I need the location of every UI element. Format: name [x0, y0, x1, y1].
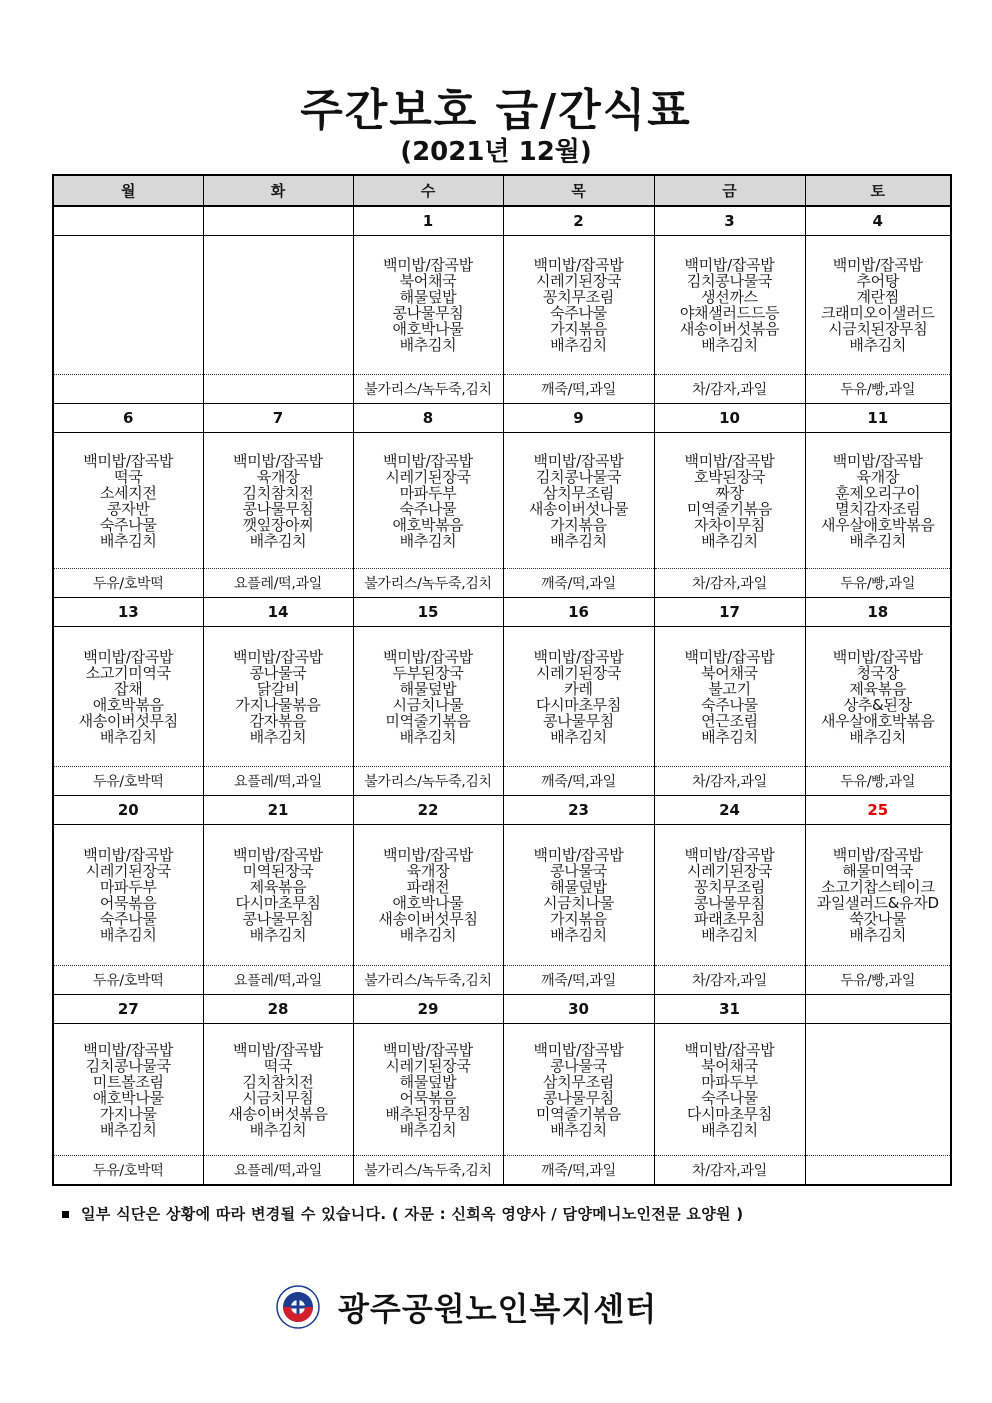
weekday-header: 목 [503, 175, 654, 206]
snack-cell: 깨죽/떡,과일 [503, 966, 654, 995]
snack-cell: 차/감자,과일 [654, 767, 805, 796]
meal-item: 배추김치 [701, 727, 758, 746]
meal-item: 백미밥/잡곡밥 [684, 451, 775, 470]
meal-cell [203, 825, 353, 966]
meal-item: 해물미역국 [842, 862, 914, 880]
snack-cell: 불가리스/녹두죽,김치 [353, 569, 503, 598]
meal-item: 배추김치 [550, 336, 607, 354]
meal-item: 백미밥/잡곡밥 [83, 647, 174, 666]
meal-item: 북어채국 [701, 1056, 758, 1075]
meal-item: 시레기된장국 [385, 467, 471, 486]
meal-item: 배추김치 [399, 727, 457, 746]
meal-item: 배추김치 [399, 336, 457, 354]
notice [62, 1203, 743, 1224]
date-cell: 1 [353, 206, 503, 236]
meal-item: 콩나물무침 [694, 894, 765, 912]
snack-cell: 차/감자,과일 [654, 375, 805, 404]
meal-cell [353, 1024, 503, 1156]
date-cell: 18 [805, 598, 951, 627]
weeks-body [53, 206, 951, 1185]
meal-item: 가지나물 [99, 1104, 157, 1123]
meal-item: 새송이버섯무침 [378, 910, 478, 928]
date-cell [53, 206, 203, 236]
meal-row [53, 627, 951, 767]
meal-item: 시금치무침 [242, 1088, 314, 1107]
meal-item: 가지볶음 [550, 320, 607, 338]
meal-item: 시금치된장무침 [828, 320, 928, 338]
date-cell [805, 995, 951, 1024]
snack-row [53, 1156, 951, 1186]
meal-item: 새송이버섯볶음 [228, 1104, 328, 1123]
date-cell: 7 [203, 404, 353, 433]
snack-cell: 두유/빵,과일 [805, 375, 951, 404]
meal-item: 어묵볶음 [399, 1088, 457, 1107]
meal-item: 삼치무조림 [543, 1072, 614, 1091]
meal-item: 백미밥/잡곡밥 [533, 256, 624, 274]
meal-item: 김치콩나물국 [535, 467, 622, 486]
meal-item: 백미밥/잡곡밥 [383, 846, 473, 864]
meal-cell [353, 627, 503, 767]
meal-item: 백미밥/잡곡밥 [383, 647, 473, 666]
date-cell: 13 [53, 598, 203, 627]
meal-item: 짜장 [715, 483, 744, 502]
snack-cell: 깨죽/떡,과일 [503, 767, 654, 796]
date-row [53, 995, 951, 1024]
snack-cell: 요플레/떡,과일 [203, 1156, 353, 1186]
date-cell: 2 [503, 206, 654, 236]
meal-item: 배추김치 [849, 336, 907, 354]
bullet-square-icon [62, 1211, 69, 1218]
meal-item: 마파두부 [701, 1072, 758, 1091]
snack-row [53, 375, 951, 404]
meal-item: 숙주나물 [99, 515, 157, 534]
meal-item: 마파두부 [99, 878, 157, 896]
date-cell: 11 [805, 404, 951, 433]
meal-item: 배추김치 [249, 727, 307, 746]
meal-item: 김치참치전 [242, 483, 314, 502]
meal-item: 애호박나물 [392, 320, 464, 338]
meal-item: 꽁치무조림 [543, 288, 614, 306]
meal-cell [53, 433, 203, 569]
meal-item: 백미밥/잡곡밥 [233, 846, 323, 864]
org-name: 광주공원노인복지센터 [338, 1290, 658, 1328]
meal-item: 해물덮밥 [399, 1072, 457, 1091]
meal-item: 애호박나물 [392, 894, 464, 912]
meal-row [53, 825, 951, 966]
meal-item: 백미밥/잡곡밥 [832, 846, 923, 864]
meal-cell [53, 1024, 203, 1156]
meal-item: 북어채국 [399, 272, 457, 290]
meal-item: 백미밥/잡곡밥 [684, 846, 775, 864]
snack-cell: 불가리스/녹두죽,김치 [353, 767, 503, 796]
footer [276, 1283, 657, 1331]
meal-item: 배추김치 [249, 926, 307, 944]
meal-item: 파래전 [406, 878, 450, 896]
date-cell: 31 [654, 995, 805, 1024]
meal-cell [805, 1024, 951, 1156]
meal-item: 시금치나물 [392, 695, 464, 714]
weekday-header-row [53, 175, 951, 206]
date-cell: 17 [654, 598, 805, 627]
meal-cell [503, 627, 654, 767]
meal-item: 미역줄기볶음 [385, 711, 471, 730]
page-title: 주간보호 급/간식표 [300, 85, 692, 136]
meal-row [53, 236, 951, 375]
meal-item: 백미밥/잡곡밥 [684, 256, 775, 274]
meal-item: 새송이버섯나물 [528, 499, 629, 518]
snack-cell: 요플레/떡,과일 [203, 966, 353, 995]
meal-item: 배추김치 [99, 1120, 157, 1139]
meal-item: 잡채 [114, 679, 143, 698]
meal-cell [53, 825, 203, 966]
meal-item: 미역줄기볶음 [535, 1104, 622, 1123]
meal-item: 북어채국 [701, 663, 758, 682]
meal-item: 콩나물무침 [242, 910, 314, 928]
meal-item: 배추김치 [99, 926, 157, 944]
meal-item: 카레 [564, 679, 593, 698]
meal-item: 배추김치 [701, 926, 758, 944]
snack-cell: 불가리스/녹두죽,김치 [353, 375, 503, 404]
meal-item: 마파두부 [399, 483, 457, 502]
meal-cell [203, 236, 353, 375]
meal-item: 제육볶음 [849, 679, 907, 698]
date-cell: 8 [353, 404, 503, 433]
snack-row [53, 569, 951, 598]
snack-cell: 깨죽/떡,과일 [503, 569, 654, 598]
meal-item: 김치콩나물국 [85, 1056, 171, 1075]
date-cell: 23 [503, 796, 654, 825]
meal-cell [203, 627, 353, 767]
meal-row [53, 433, 951, 569]
meal-item: 숙주나물 [701, 1088, 758, 1107]
meal-item: 시레기된장국 [686, 862, 773, 880]
meal-item: 백미밥/잡곡밥 [832, 647, 923, 666]
notice-text: 일부 식단은 상황에 따라 변경될 수 있습니다. ( 자문 : 신희옥 영양사 / 담양메니노인전문 요양원 ) [81, 1205, 744, 1223]
meal-item: 삼치무조림 [543, 483, 614, 502]
meal-item: 어묵볶음 [99, 894, 157, 912]
meal-item: 콩나물국 [550, 862, 607, 880]
meal-item: 콩나물무침 [543, 711, 614, 730]
meal-item: 배추김치 [701, 531, 758, 550]
meal-cell [353, 236, 503, 375]
meal-item: 백미밥/잡곡밥 [383, 256, 473, 274]
meal-item: 배추김치 [550, 531, 607, 550]
meal-cell [805, 825, 951, 966]
meal-cell [503, 236, 654, 375]
date-cell: 15 [353, 598, 503, 627]
meal-item: 백미밥/잡곡밥 [83, 846, 174, 864]
meal-item: 해물덮밥 [399, 679, 457, 698]
meal-item: 콩나물국 [249, 663, 307, 682]
meal-item: 백미밥/잡곡밥 [533, 846, 624, 864]
meal-item: 가지볶음 [550, 910, 607, 928]
snack-cell: 두유/호박떡 [53, 569, 203, 598]
meal-item: 소고기찹스테이크 [820, 878, 935, 896]
meal-item: 콩나물무침 [242, 499, 314, 518]
meal-item: 멸치감자조림 [835, 499, 921, 518]
date-cell: 28 [203, 995, 353, 1024]
page-subtitle: (2021년 12월) [400, 137, 592, 167]
meal-item: 소세지전 [99, 483, 157, 502]
meal-item: 백미밥/잡곡밥 [233, 647, 323, 666]
weekday-header: 월 [53, 175, 203, 206]
meal-item: 콩나물국 [550, 1056, 607, 1075]
date-cell: 16 [503, 598, 654, 627]
meal-item: 가지볶음 [550, 515, 607, 534]
meal-item: 배추김치 [249, 1120, 307, 1139]
meal-item: 백미밥/잡곡밥 [533, 1040, 624, 1059]
meal-cell [53, 627, 203, 767]
meal-item: 시레기된장국 [85, 862, 171, 880]
meal-cell [654, 825, 805, 966]
org-emblem-icon [276, 1285, 320, 1329]
date-cell: 4 [805, 206, 951, 236]
meal-cell [203, 1024, 353, 1156]
meal-item: 육개장 [856, 467, 900, 486]
meal-item: 백미밥/잡곡밥 [233, 1040, 323, 1059]
meal-item: 깻잎장아찌 [242, 515, 314, 534]
date-cell: 9 [503, 404, 654, 433]
meal-item: 과일샐러드&유자D [816, 894, 939, 912]
date-cell: 22 [353, 796, 503, 825]
meal-item: 생선까스 [701, 288, 758, 306]
meal-item: 두부된장국 [392, 663, 464, 682]
meal-item: 배추김치 [849, 531, 907, 550]
meal-item: 다시마초무침 [235, 894, 321, 912]
meal-item: 육개장 [406, 862, 450, 880]
snack-cell: 두유/호박떡 [53, 1156, 203, 1186]
snack-cell: 불가리스/녹두죽,김치 [353, 966, 503, 995]
meal-item: 청국장 [856, 663, 900, 682]
meal-item: 훈제오리구이 [835, 483, 921, 502]
meal-item: 숙주나물 [99, 910, 157, 928]
meal-item: 백미밥/잡곡밥 [832, 451, 923, 470]
date-row [53, 206, 951, 236]
snack-cell: 두유/빵,과일 [805, 966, 951, 995]
meal-item: 육개장 [256, 467, 300, 486]
weekday-header: 화 [203, 175, 353, 206]
meal-item: 애호박볶음 [392, 515, 464, 534]
meal-item: 야채샐러드드등 [679, 304, 780, 322]
meal-item: 백미밥/잡곡밥 [832, 256, 923, 274]
meal-item: 배추된장무침 [385, 1104, 471, 1123]
meal-item: 제육볶음 [249, 878, 307, 896]
meal-item: 배추김치 [399, 926, 457, 944]
snack-cell: 차/감자,과일 [654, 569, 805, 598]
snack-cell: 불가리스/녹두죽,김치 [353, 1156, 503, 1186]
meal-item: 배추김치 [701, 1120, 758, 1139]
meal-item: 배추김치 [550, 926, 607, 944]
snack-cell [203, 375, 353, 404]
meal-item: 계란찜 [856, 288, 900, 306]
date-row [53, 598, 951, 627]
meal-cell [353, 433, 503, 569]
meal-schedule-table [52, 174, 952, 1186]
meal-item: 백미밥/잡곡밥 [83, 1040, 174, 1059]
meal-cell [503, 1024, 654, 1156]
meal-cell [805, 627, 951, 767]
meal-cell [353, 825, 503, 966]
date-cell: 6 [53, 404, 203, 433]
meal-item: 미트볼조림 [92, 1072, 164, 1091]
weekday-header: 수 [353, 175, 503, 206]
meal-item: 김치콩나물국 [686, 272, 773, 290]
meal-item: 감자볶음 [249, 711, 307, 730]
meal-item: 소고기미역국 [85, 663, 171, 682]
meal-item: 숙주나물 [399, 499, 457, 518]
snack-cell: 차/감자,과일 [654, 966, 805, 995]
meal-item: 콩나물무침 [392, 304, 464, 322]
meal-item: 새우살애호박볶음 [820, 515, 935, 534]
meal-item: 쑥갓나물 [849, 910, 907, 928]
meal-cell [654, 627, 805, 767]
meal-item: 백미밥/잡곡밥 [684, 647, 775, 666]
meal-item: 백미밥/잡곡밥 [233, 451, 323, 470]
meal-item: 호박된장국 [694, 467, 765, 486]
snack-cell [53, 375, 203, 404]
meal-item: 콩나물무침 [543, 1088, 614, 1107]
meal-cell [503, 825, 654, 966]
meal-item: 콩자반 [106, 499, 150, 518]
meal-item: 떡국 [263, 1056, 293, 1075]
meal-cell [654, 1024, 805, 1156]
meal-cell [203, 433, 353, 569]
meal-item: 해물덮밥 [550, 878, 607, 896]
date-cell [203, 206, 353, 236]
snack-cell: 요플레/떡,과일 [203, 767, 353, 796]
date-cell: 20 [53, 796, 203, 825]
meal-item: 새송이버섯무침 [78, 711, 178, 730]
meal-item: 새우살애호박볶음 [820, 711, 935, 730]
meal-item: 상추&된장 [843, 695, 912, 714]
meal-item: 떡국 [114, 467, 143, 486]
meal-item: 닭갈비 [256, 679, 300, 698]
meal-item: 배추김치 [399, 1120, 457, 1139]
weekday-header: 금 [654, 175, 805, 206]
meal-item: 백미밥/잡곡밥 [383, 1040, 473, 1059]
meal-item: 미역줄기볶음 [686, 499, 773, 518]
snack-cell: 요플레/떡,과일 [203, 569, 353, 598]
meal-item: 배추김치 [249, 531, 307, 550]
snack-row [53, 767, 951, 796]
snack-row [53, 966, 951, 995]
meal-item: 자차이무침 [694, 515, 765, 534]
meal-item: 불고기 [708, 679, 751, 698]
meal-item: 백미밥/잡곡밥 [383, 451, 473, 470]
meal-item: 시레기된장국 [535, 272, 622, 290]
meal-cell [53, 236, 203, 375]
meal-item: 백미밥/잡곡밥 [533, 451, 624, 470]
date-cell: 30 [503, 995, 654, 1024]
meal-item: 배추김치 [849, 727, 907, 746]
date-row [53, 796, 951, 825]
meal-item: 배추김치 [550, 1120, 607, 1139]
date-cell: 24 [654, 796, 805, 825]
meal-item: 애호박볶음 [92, 695, 164, 714]
date-cell: 14 [203, 598, 353, 627]
meal-item: 시레기된장국 [385, 1056, 471, 1075]
meal-item: 가지나물볶음 [235, 695, 321, 714]
meal-item: 시레기된장국 [535, 663, 622, 682]
meal-item: 꽁치무조림 [694, 878, 765, 896]
snack-cell: 깨죽/떡,과일 [503, 375, 654, 404]
date-cell: 10 [654, 404, 805, 433]
meal-item: 백미밥/잡곡밥 [684, 1040, 775, 1059]
meal-cell [503, 433, 654, 569]
date-row [53, 404, 951, 433]
meal-item: 미역된장국 [242, 862, 314, 880]
meal-item: 배추김치 [399, 531, 457, 550]
meal-item: 배추김치 [701, 336, 758, 354]
snack-cell [805, 1156, 951, 1186]
meal-item: 숙주나물 [550, 304, 607, 322]
meal-item: 애호박나물 [92, 1088, 164, 1107]
meal-item: 배추김치 [99, 727, 157, 746]
meal-item: 시금치나물 [543, 894, 614, 912]
meal-item: 다시마초무침 [535, 695, 622, 714]
meal-item: 다시마초무침 [686, 1104, 773, 1123]
meal-item: 연근조림 [701, 711, 758, 730]
meal-item: 배추김치 [99, 531, 157, 550]
date-cell: 21 [203, 796, 353, 825]
meal-cell [805, 433, 951, 569]
meal-cell [654, 236, 805, 375]
snack-cell: 두유/호박떡 [53, 767, 203, 796]
date-cell: 25 [805, 796, 951, 825]
meal-item: 김치참치전 [242, 1072, 314, 1091]
snack-cell: 차/감자,과일 [654, 1156, 805, 1186]
meal-item: 추어탕 [856, 272, 900, 290]
snack-cell: 두유/빵,과일 [805, 767, 951, 796]
date-cell: 27 [53, 995, 203, 1024]
date-cell: 29 [353, 995, 503, 1024]
meal-item: 배추김치 [849, 926, 907, 944]
meal-item: 백미밥/잡곡밥 [83, 451, 174, 470]
meal-item: 크래미오이샐러드 [820, 304, 935, 322]
snack-cell: 두유/호박떡 [53, 966, 203, 995]
meal-item: 해물덮밥 [399, 288, 457, 306]
meal-item: 숙주나물 [701, 695, 758, 714]
meal-item: 배추김치 [550, 727, 607, 746]
meal-item: 파래초무침 [694, 910, 765, 928]
meal-item: 백미밥/잡곡밥 [533, 647, 624, 666]
date-cell: 3 [654, 206, 805, 236]
meal-cell [805, 236, 951, 375]
snack-cell: 깨죽/떡,과일 [503, 1156, 654, 1186]
meal-cell [654, 433, 805, 569]
meal-row [53, 1024, 951, 1156]
weekday-header: 토 [805, 175, 951, 206]
meal-item: 새송이버섯볶음 [679, 320, 780, 338]
snack-cell: 두유/빵,과일 [805, 569, 951, 598]
